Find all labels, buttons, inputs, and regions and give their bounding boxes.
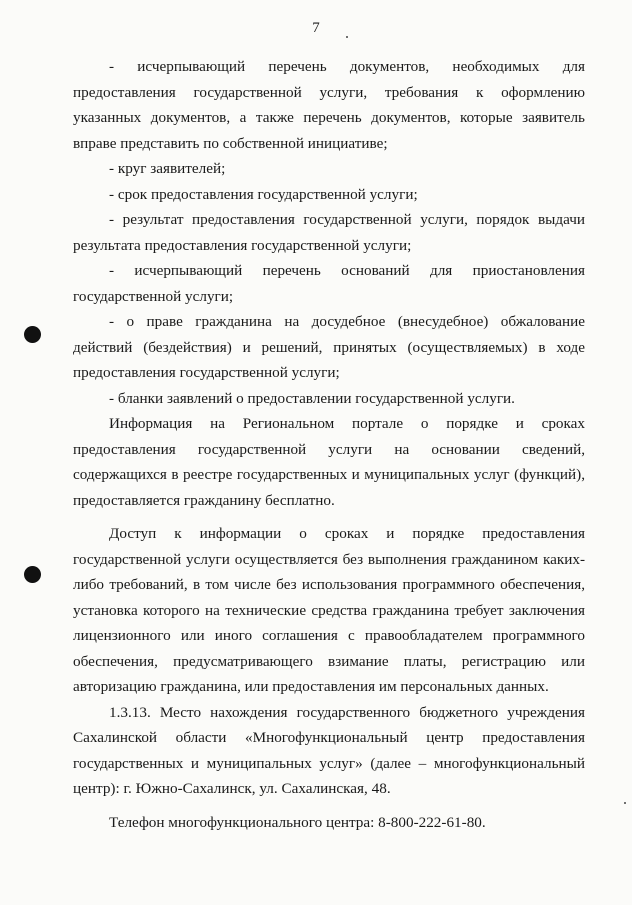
paragraph-mfc-phone: Телефон многофункционального центра: 8-800-222-61-80. bbox=[109, 813, 486, 831]
scan-speck bbox=[346, 36, 348, 38]
punch-hole-bottom bbox=[24, 566, 41, 583]
page-number: 7 bbox=[312, 20, 320, 36]
list-item-documents: - исчерпывающий перечень документов, необходимых для предоставления государственной услуги, требования к оформлению указанных документов, а также перечень документов, которые заявитель вправе представить по собственной инициативе; bbox=[73, 58, 585, 152]
list-item-forms: - бланки заявлений о предоставлении государственной услуги. bbox=[109, 389, 515, 407]
paragraph-mfc-location: 1.3.13. Место нахождения государственного бюджетного учреждения Сахалинской области «Многофункциональный центр предоставления государственных и муниципальных услуг» (далее – многофункциональный центр): г. Южно-Сахалинск, ул. Сахалинская, 48. bbox=[73, 703, 585, 797]
list-item-appeal: - о праве гражданина на досудебное (внесудебное) обжалование действий (бездействия) и решений, принятых (осуществляемых) в ходе предоставления государственной услуги; bbox=[73, 313, 585, 381]
list-item-applicants: - круг заявителей; bbox=[109, 160, 226, 177]
scan-speck bbox=[624, 802, 626, 804]
list-item-term: - срок предоставления государственной услуги; bbox=[109, 185, 418, 203]
list-item-suspension: - исчерпывающий перечень оснований для приостановления государственной услуги; bbox=[73, 262, 585, 305]
list-item-result: - результат предоставления государственной услуги, порядок выдачи результата предоставления государственной услуги; bbox=[73, 211, 585, 254]
punch-hole-top bbox=[24, 326, 41, 343]
paragraph-access-info: Доступ к информации о сроках и порядке предоставления государственной услуги осуществляется без выполнения гражданином каких-либо требований, в том числе без использования программного обеспечения, установка которого на технические средства гражданина требует заключения лицензионного или иного соглашения с правообладателем программного обеспечения, предусматривающего взимание платы, регистрацию или авторизацию гражданина, или предоставления им персональных данных. bbox=[73, 525, 585, 695]
document-body bbox=[73, 54, 585, 835]
paragraph-portal-info: Информация на Региональном портале о порядке и сроках предоставления государственной услуги на основании сведений, содержащихся в реестре государственных и муниципальных услуг (функций), предоставляется гражданину бесплатно. bbox=[73, 415, 585, 509]
